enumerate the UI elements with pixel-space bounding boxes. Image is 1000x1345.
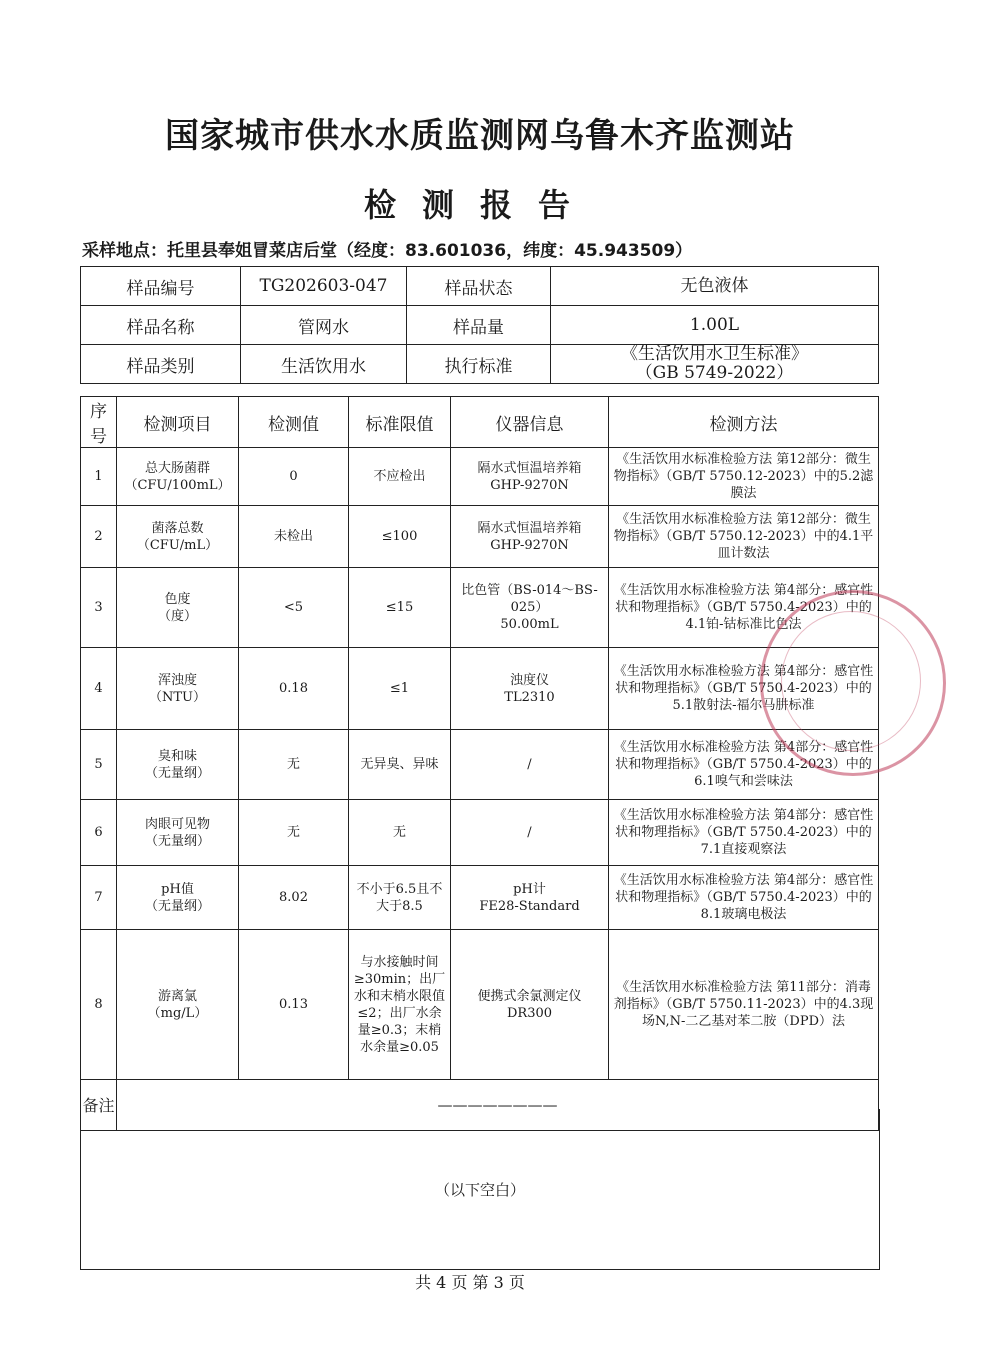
instrument-info: 便携式余氯测定仪 DR300 bbox=[451, 930, 609, 1080]
test-value: 0 bbox=[239, 448, 349, 506]
column-header: 序号 bbox=[81, 397, 117, 448]
test-item: 肉眼可见物 （无量纲） bbox=[117, 800, 239, 866]
instrument-info: 比色管（BS-014～BS-025） 50.00mL bbox=[451, 568, 609, 648]
test-item: 游离氯 （mg/L） bbox=[117, 930, 239, 1080]
info-label: 样品量 bbox=[407, 306, 551, 345]
doc-title: 检测报告 bbox=[363, 186, 596, 224]
table-row bbox=[81, 800, 879, 866]
row-number: 8 bbox=[81, 930, 117, 1080]
table-row bbox=[81, 448, 879, 506]
test-item: 色度 （度） bbox=[117, 568, 239, 648]
row-number: 1 bbox=[81, 448, 117, 506]
row-number: 3 bbox=[81, 568, 117, 648]
standard-limit: ≤15 bbox=[349, 568, 451, 648]
standard-limit: 不小于6.5且不大于8.5 bbox=[349, 866, 451, 930]
test-value: 无 bbox=[239, 800, 349, 866]
info-label: 样品编号 bbox=[81, 267, 241, 306]
instrument-info: pH计 FE28-Standard bbox=[451, 866, 609, 930]
official-seal-icon bbox=[760, 590, 946, 776]
column-header: 检测值 bbox=[239, 397, 349, 448]
info-value: TG202603-047 bbox=[241, 267, 407, 306]
page-number: 共 4 页 第 3 页 bbox=[415, 1273, 525, 1292]
table-row bbox=[81, 568, 879, 648]
instrument-info: 隔水式恒温培养箱 GHP-9270N bbox=[451, 448, 609, 506]
info-value: 《生活饮用水卫生标准》 （GB 5749-2022） bbox=[551, 345, 879, 384]
info-value: 管网水 bbox=[241, 306, 407, 345]
row-number: 4 bbox=[81, 648, 117, 730]
official-seal-inner-ring bbox=[781, 611, 921, 751]
standard-limit: 无异臭、异味 bbox=[349, 730, 451, 800]
standard-limit: ≤100 bbox=[349, 506, 451, 568]
test-item: 菌落总数 （CFU/mL） bbox=[117, 506, 239, 568]
table-row bbox=[81, 866, 879, 930]
table-row bbox=[81, 930, 879, 1080]
instrument-info: 隔水式恒温培养箱 GHP-9270N bbox=[451, 506, 609, 568]
info-value: 生活饮用水 bbox=[241, 345, 407, 384]
row-number: 2 bbox=[81, 506, 117, 568]
column-header: 检测项目 bbox=[117, 397, 239, 448]
standard-limit: ≤1 bbox=[349, 648, 451, 730]
column-header: 标准限值 bbox=[349, 397, 451, 448]
test-method: 《生活饮用水标准检验方法 第4部分：感官性状和物理指标》（GB/T 5750.4-2023）中的5.1散射法-福尔马肼标准 bbox=[609, 648, 879, 730]
table-row bbox=[81, 506, 879, 568]
test-method: 《生活饮用水标准检验方法 第4部分：感官性状和物理指标》（GB/T 5750.4-2023）中的6.1嗅气和尝味法 bbox=[609, 730, 879, 800]
row-number: 7 bbox=[81, 866, 117, 930]
blank-note: （以下空白） bbox=[434, 1181, 525, 1199]
test-method: 《生活饮用水标准检验方法 第11部分：消毒剂指标》（GB/T 5750.11-2023）中的4.3现场N,N-二乙基对苯二胺（DPD）法 bbox=[609, 930, 879, 1080]
info-row bbox=[81, 267, 879, 306]
test-item: 总大肠菌群 （CFU/100mL） bbox=[117, 448, 239, 506]
instrument-info: 浊度仪 TL2310 bbox=[451, 648, 609, 730]
test-method: 《生活饮用水标准检验方法 第12部分：微生物指标》（GB/T 5750.12-2023）中的5.2滤膜法 bbox=[609, 448, 879, 506]
test-item: pH值 （无量纲） bbox=[117, 866, 239, 930]
standard-limit: 不应检出 bbox=[349, 448, 451, 506]
blank-area bbox=[80, 1109, 880, 1270]
org-title: 国家城市供水水质监测网乌鲁木齐监测站 bbox=[165, 116, 795, 156]
column-header: 检测方法 bbox=[609, 397, 879, 448]
test-method: 《生活饮用水标准检验方法 第12部分：微生物指标》（GB/T 5750.12-2023）中的4.1平皿计数法 bbox=[609, 506, 879, 568]
test-value: 未检出 bbox=[239, 506, 349, 568]
info-row bbox=[81, 345, 879, 384]
row-number: 5 bbox=[81, 730, 117, 800]
remark-value: ———————— bbox=[117, 1080, 879, 1131]
table-row bbox=[81, 730, 879, 800]
table-row bbox=[81, 648, 879, 730]
sample-info-table bbox=[80, 266, 879, 384]
test-method: 《生活饮用水标准检验方法 第4部分：感官性状和物理指标》（GB/T 5750.4-2023）中的8.1玻璃电极法 bbox=[609, 866, 879, 930]
test-item: 臭和味 （无量纲） bbox=[117, 730, 239, 800]
test-method: 《生活饮用水标准检验方法 第4部分：感官性状和物理指标》（GB/T 5750.4-2023）中的4.1铂-钴标准比色法 bbox=[609, 568, 879, 648]
info-label: 执行标准 bbox=[407, 345, 551, 384]
info-value: 无色液体 bbox=[551, 267, 879, 306]
info-label: 样品状态 bbox=[407, 267, 551, 306]
column-header: 仪器信息 bbox=[451, 397, 609, 448]
instrument-info: / bbox=[451, 800, 609, 866]
sampling-location: 采样地点：托里县奉姐冒菜店后堂（经度：83.601036，纬度：45.943509） bbox=[82, 241, 693, 261]
remark-label: 备注 bbox=[81, 1080, 117, 1131]
standard-limit: 无 bbox=[349, 800, 451, 866]
results-table bbox=[80, 396, 879, 1131]
test-item: 浑浊度 （NTU） bbox=[117, 648, 239, 730]
info-row bbox=[81, 306, 879, 345]
info-value: 1.00L bbox=[551, 306, 879, 345]
test-value: 0.18 bbox=[239, 648, 349, 730]
info-label: 样品类别 bbox=[81, 345, 241, 384]
test-value: <5 bbox=[239, 568, 349, 648]
row-number: 6 bbox=[81, 800, 117, 866]
instrument-info: / bbox=[451, 730, 609, 800]
info-label: 样品名称 bbox=[81, 306, 241, 345]
results-header-row bbox=[81, 397, 879, 448]
test-value: 无 bbox=[239, 730, 349, 800]
standard-limit: 与水接触时间≥30min；出厂水和末梢水限值≤2；出厂水余量≥0.3；末梢水余量≥0.05 bbox=[349, 930, 451, 1080]
test-value: 8.02 bbox=[239, 866, 349, 930]
test-method: 《生活饮用水标准检验方法 第4部分：感官性状和物理指标》（GB/T 5750.4-2023）中的7.1直接观察法 bbox=[609, 800, 879, 866]
test-value: 0.13 bbox=[239, 930, 349, 1080]
